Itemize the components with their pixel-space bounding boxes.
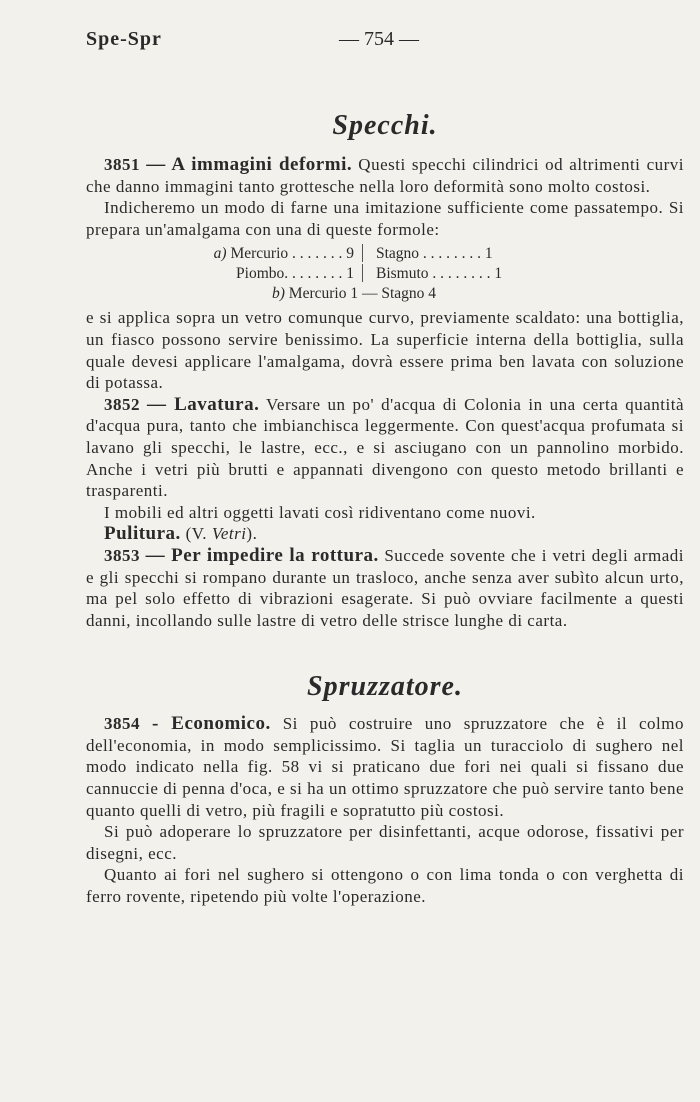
- section-title-specchi: Specchi.: [332, 110, 438, 141]
- entry-heading: Per impedire la rottura.: [171, 544, 379, 566]
- entry-3851: 3851 — A immagini deformi. Questi specchi cilindrici od altrimenti curvi che danno immagini tanto grottesche nella loro deformità sono molto costosi.: [86, 154, 685, 196]
- entry-3852-paragraph-2: I mobili ed altri oggetti lavati così ridiventano come nuovi.: [104, 502, 536, 522]
- entry-heading: Pulitura.: [104, 523, 181, 545]
- entry-number: 3853: [104, 545, 140, 565]
- page: [86, 28, 684, 908]
- entry-3854: 3854 - Economico. Si può costruire uno spruzzatore che è il colmo dell'economia, in modo semplicissimo. Si taglia un turacciolo di sughero nel modo indicato nella fig. 58 vi si praticano due fori nei quali si fissano due cannuccie di penna d'oca, e si ha un ottimo spruzzatore che può servire tanto bene quanto quelli di vetro, più fragili e sopratutto più costosi.: [86, 713, 685, 820]
- entry-3851-paragraph-2: Indicheremo un modo di farne una imitazione sufficiente come passatempo. Si prepara un'amalgama con una di queste formole:: [86, 198, 684, 239]
- formula-row-1: [86, 243, 684, 263]
- entry-pulitura: [86, 523, 684, 545]
- entry-number: 3851: [104, 155, 140, 174]
- formula-b-text: Mercurio 1 — Stagno 4: [288, 285, 437, 303]
- entry-text: Si può costruire uno spruzzatore che è il colmo dell'economia, in modo semplicissimo. Si taglia un turacciolo di sughero nel modo indicato nella fig. 58 vi si praticano due fori nei quali si fissano due cannuccie di penna d'oca, e si ha un ottimo spruzzatore che può servire tanto bene quanto quelli di vetro, più fragili e sopratutto più costosi.: [86, 714, 685, 820]
- section-title-spruzzatore: Spruzzatore.: [307, 671, 463, 703]
- entry-text: Versare un po' d'acqua di Colonia in una certa quantità d'acqua pura, tanto che imbianchisca leggermente. Con quest'acqua profumata si lavano gli specchi, le lastre, ecc., e si asciugano con un pannolino morbido. Anche i vetri più brutti e appannati divengono con questo metodo brillanti e trasparenti.: [86, 394, 685, 501]
- entry-3854-paragraph-2: Si può adoperare lo spruzzatore per disinfettanti, acque odorose, fissativi per disegni, ecc.: [86, 822, 684, 863]
- formula-a-label: a): [213, 245, 227, 263]
- entry-number: 3852: [104, 394, 140, 414]
- formula-row2-right: Bismuto . . . . . . . . 1: [376, 265, 503, 283]
- formula-b-label: b): [272, 285, 285, 303]
- formula-divider: [362, 264, 363, 282]
- entry-3854-paragraph-3: Quanto ai fori nel sughero si ottengono o con lima tonda o con verghetta di ferro rovente, ripetendo più volte l'operazione.: [86, 865, 684, 907]
- formula-row2-left: Piombo. . . . . . . . 1: [236, 265, 354, 283]
- entry-number: 3854: [104, 714, 140, 734]
- running-header: [86, 28, 684, 58]
- page-number: — 754 —: [339, 28, 419, 50]
- cross-reference-close: ).: [246, 524, 258, 544]
- entry-heading: Economico.: [171, 713, 271, 735]
- formula-row-2: [86, 263, 684, 283]
- formula-divider: [362, 244, 363, 262]
- entry-text: Succede sovente che i vetri degli armadi e gli specchi si rompano durante un trasloco, anche senza aver subìto alcun urto, ma pel solo effetto di vibrazioni esagerate. Si può ovviare facilmente a questi danni, incollando sulle lastre di vetro delle strisce lunghe di carta.: [86, 545, 685, 630]
- formula-block: [86, 243, 684, 304]
- cross-reference-target: Vetri: [211, 524, 247, 544]
- cross-reference-open: (V.: [185, 524, 208, 544]
- header-section-range: Spe-Spr: [86, 28, 162, 50]
- entry-text: Questi specchi cilindrici od altrimenti curvi che danno immagini tanto grottesche nella loro deformità sono molto costosi.: [86, 155, 685, 196]
- entry-3852: 3852 — Lavatura. Versare un po' d'acqua di Colonia in una certa quantità d'acqua pura, tanto che imbianchisca leggermente. Con quest'acqua profumata si lavano gli specchi, le lastre, ecc., e si asciugano con un pannolino morbido. Anche i vetri più brutti e appannati divengono con questo metodo brillanti e trasparenti.: [86, 393, 685, 501]
- entry-heading: Lavatura.: [174, 393, 260, 415]
- entry-3853: 3853 — Per impedire la rottura. Succede sovente che i vetri degli armadi e gli specchi si rompano durante un trasloco, anche senza aver subìto alcun urto, ma pel solo effetto di vibrazioni esagerate. Si può ovviare facilmente a questi danni, incollando sulle lastre di vetro delle strisce lunghe di carta.: [86, 544, 685, 630]
- formula-row-b: [86, 283, 684, 304]
- formula-row1-right: Stagno . . . . . . . . 1: [376, 245, 493, 263]
- entry-heading: A immagini deformi.: [171, 154, 353, 175]
- formula-row1-left: Mercurio . . . . . . . 9: [230, 245, 354, 263]
- entry-3851-paragraph-3: e si applica sopra un vetro comunque curvo, previamente scaldato: una bottiglia, un fiasco possono servire benissimo. La superficie interna della bottiglia, sulla quale devesi applicare l'amalgama, dovrà essere prima ben lavata con soluzione di potassa.: [86, 308, 684, 393]
